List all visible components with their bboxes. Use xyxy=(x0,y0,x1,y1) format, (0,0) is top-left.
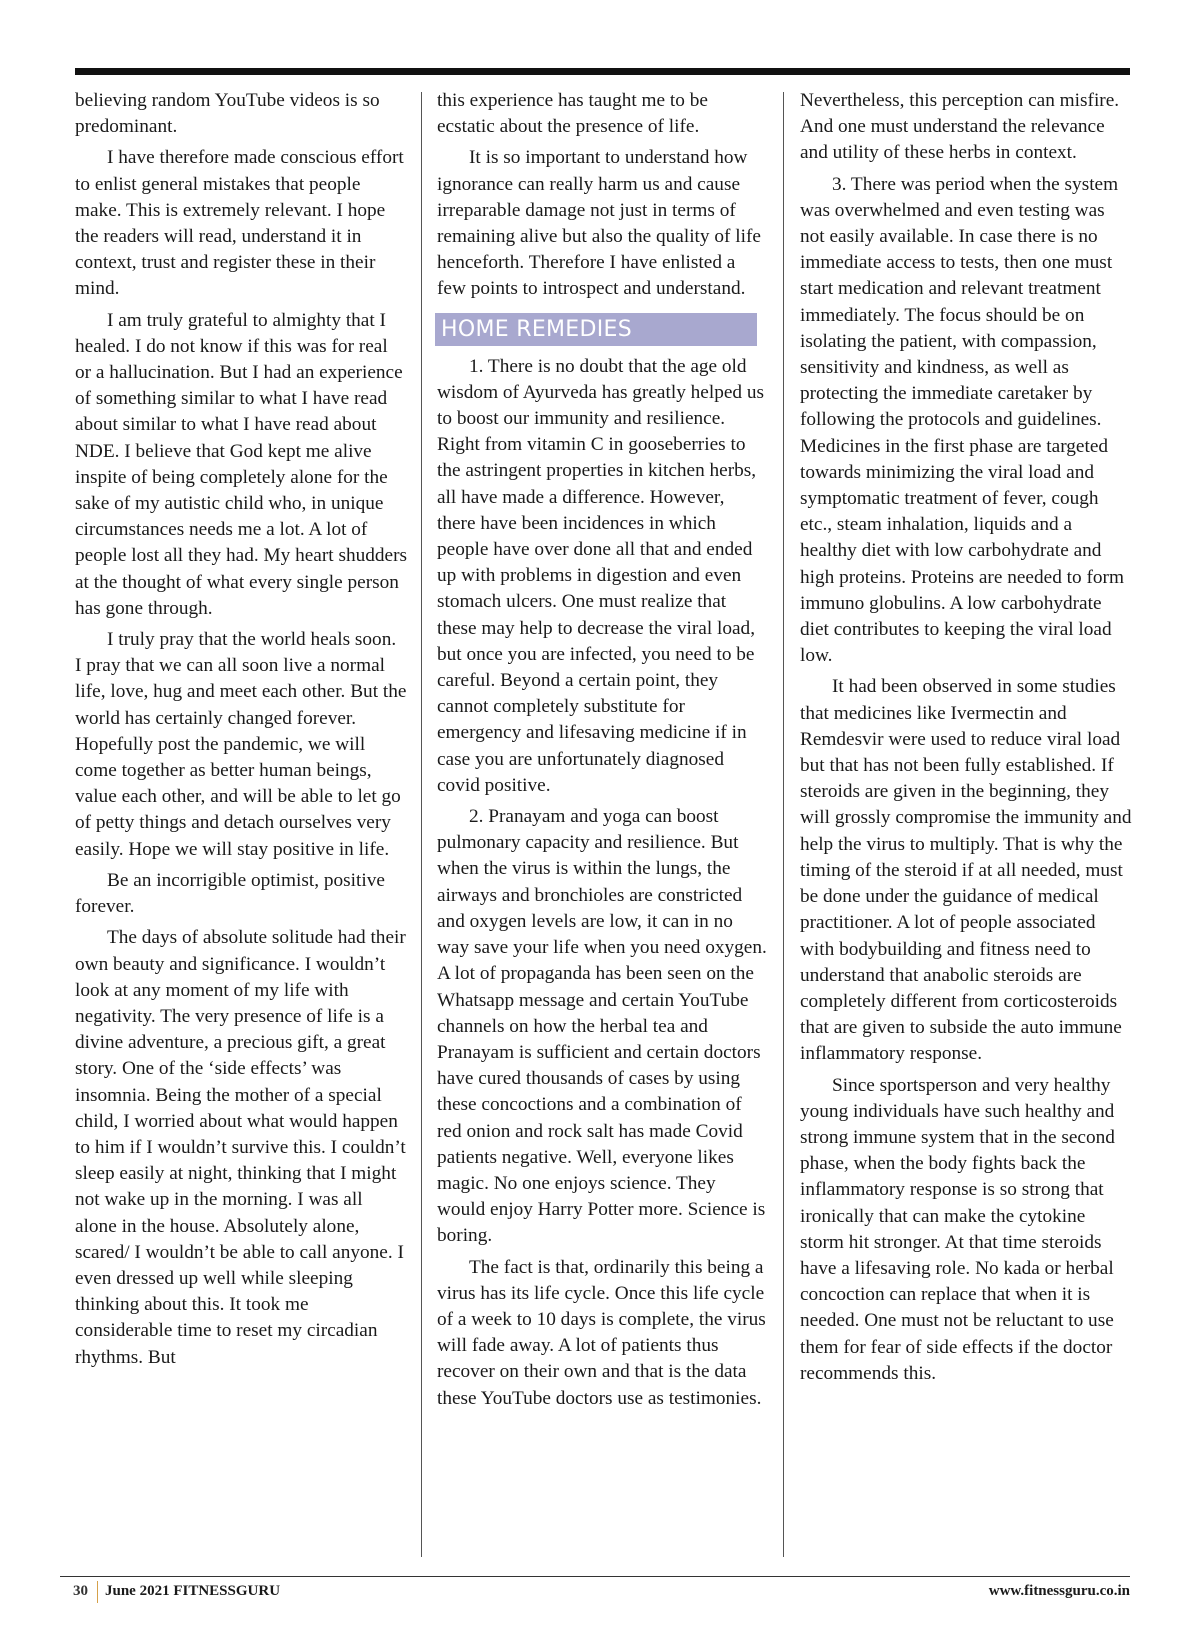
article-column-1 xyxy=(75,88,407,1376)
website-link[interactable]: www.fitnessguru.co.in xyxy=(988,1583,1130,1599)
paragraph: I truly pray that the world heals soon. I pray that we can all soon live a normal life, love, hug and meet each other. But the world has certainly changed forever. Hopefully post the pandemic, we will come together as better human beings, value each other, and will be able to let go of petty things and detach ourselves very easily. Hope we will stay positive in life. xyxy=(75,629,407,860)
paragraph: I am truly grateful to almighty that I healed. I do not know if this was for real or a hallucination. But I had an experience of something similar to what I have read about similar to what I have read about NDE. I believe that God kept me alive inspite of being completely alone for the sake of my autistic child who, in unique circumstances needs me a lot. A lot of people lost all they had. My heart shudders at the thought of what every single person has gone through. xyxy=(75,309,407,619)
footer-separator xyxy=(97,1581,98,1603)
paragraph: The days of absolute solitude had their own beauty and significance. I wouldn’t look at any moment of my life with negativity. The very presence of life is a divine adventure, a precious gift, a great story. One of the ‘side effects’ was insomnia. Being the mother of a special child, I worried about what would happen to him if I wouldn’t survive this. I couldn’t sleep easily at night, thinking that I might not wake up in the morning. I was all alone in the house. Absolutely alone, scared/ I wouldn’t be able to call anyone. I even dressed up well while sleeping thinking about this. It took me considerable time to reset my circadian rhythms. But xyxy=(75,927,406,1368)
footer-rule xyxy=(60,1576,1130,1577)
paragraph: It had been observed in some studies that medicines like Ivermectin and Remdesvir were used to reduce viral load but that has not been fully established. If steroids are given in the beginning, they will grossly compromise the immunity and help the virus to multiply. That is why the timing of the steroid if at all needed, must be done under the guidance of medical practitioner. A lot of people associated with bodybuilding and fitness need to understand that anabolic steroids are completely different from corticosteroids that are given to subside the auto immune inflammatory response. xyxy=(800,676,1132,1065)
section-heading-home-remedies: HOME REMEDIES xyxy=(435,313,757,346)
article-column-3 xyxy=(800,88,1132,1392)
top-rule xyxy=(75,68,1130,75)
paragraph: Nevertheless, this perception can misfire. And one must understand the relevance and utility of these herbs in context. xyxy=(800,90,1120,164)
paragraph: Since sportsperson and very healthy young individuals have such healthy and strong immune system that in the second phase, when the body fights back the inflammatory response is so strong that ironically that can make the cytokine storm hit stronger. At that time steroids have a lifesaving role. No kada or herbal concoction can replace that when it is needed. One must not be reluctant to use them for fear of side effects if the doctor recommends this. xyxy=(800,1074,1115,1384)
issue-label: June 2021 FITNESSGURU xyxy=(105,1583,281,1599)
paragraph: I have therefore made conscious effort to enlist general mistakes that people make. This is extremely relevant. I hope the readers will read, understand it in context, trust and register these in their mind. xyxy=(75,147,404,300)
page-number: 30 xyxy=(73,1583,88,1599)
paragraph: 3. There was period when the system was overwhelmed and even testing was not easily available. In case there is no immediate access to tests, then one must start medication and relevant treatment immediately. The focus should be on isolating the patient, with compassion, sensitivity and kindness, as well as protecting the immediate caretaker by following the protocols and guidelines. Medicines in the first phase are targeted towards minimizing the viral load and symptomatic treatment of fever, cough etc., steam inhalation, liquids and a healthy diet with low carbohydrate and high proteins. Proteins are needed to form immuno globulins. A low carbohydrate diet contributes to keeping the viral load low. xyxy=(800,173,1124,667)
column-divider xyxy=(421,92,422,1557)
paragraph: Be an incorrigible optimist, positive forever. xyxy=(75,869,385,918)
paragraph: this experience has taught me to be ecstatic about the presence of life. xyxy=(437,90,708,138)
article-column-2 xyxy=(437,88,767,1417)
paragraph: believing random YouTube videos is so predominant. xyxy=(75,90,380,138)
paragraph: The fact is that, ordinarily this being a virus has its life cycle. Once this life cycle of a week to 10 days is complete, the virus will fade away. A lot of patients thus recover on their own and that is the data these YouTube doctors use as testimonies. xyxy=(437,1256,766,1409)
paragraph: 2. Pranayam and yoga can boost pulmonary capacity and resilience. But when the virus is within the lungs, the airways and bronchioles are constricted and oxygen levels are low, it can in no way save your life when you need oxygen. A lot of propaganda has been seen on the Whatsapp message and certain YouTube channels on how the herbal tea and Pranayam is sufficient and certain doctors have cured thousands of cases by using these concoctions and a combination of red onion and rock salt has made Covid patients negative. Well, everyone likes magic. No one enjoys science. They would enjoy Harry Potter more. Science is boring. xyxy=(437,806,767,1247)
paragraph: 1. There is no doubt that the age old wisdom of Ayurveda has greatly helped us to boost our immunity and resilience. Right from vitamin C in gooseberries to the astringent properties in kitchen herbs, all have made a difference. However, there have been incidences in which people have over done all that and ended up with problems in digestion and even stomach ulcers. One must realize that these may help to decrease the viral load, but once you are infected, you need to be careful. Beyond a certain point, they cannot completely substitute for emergency and lifesaving medicine if in case you are unfortunately diagnosed covid positive. xyxy=(437,355,765,796)
column-divider xyxy=(783,92,784,1557)
paragraph: It is so important to understand how ignorance can really harm us and cause irreparable damage not just in terms of remaining alive but also the quality of life henceforth. Therefore I have enlisted a few points to introspect and understand. xyxy=(437,147,761,300)
